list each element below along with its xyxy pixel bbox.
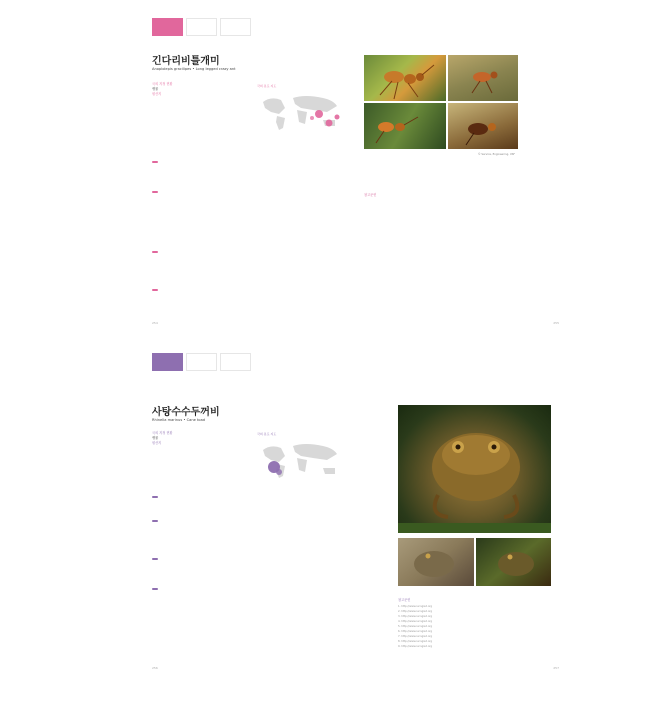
reference-item[interactable]: 7. http://www.iucngisd.org	[398, 634, 433, 638]
distribution-map	[257, 440, 345, 482]
references-title: 참고문헌	[398, 598, 411, 602]
ant-graphic	[364, 103, 446, 149]
ant-graphic	[364, 55, 446, 101]
reference-item[interactable]: 4. http://www.iucngisd.org	[398, 619, 433, 623]
meta-line: 국외 지정 현황	[152, 431, 173, 435]
tab-1	[152, 18, 183, 36]
map-label: 국외 분포 지도	[257, 84, 277, 88]
ant-graphic	[448, 55, 518, 101]
section-heading	[152, 161, 158, 163]
page-right	[356, 0, 579, 335]
meta-line: 생물	[152, 436, 159, 440]
reference-item[interactable]: 6. http://www.iucngisd.org	[398, 629, 433, 633]
section-heading	[152, 496, 158, 498]
page-number: 256	[152, 666, 158, 670]
tab-strip	[152, 353, 251, 371]
section-heading	[152, 251, 158, 253]
map-label: 국외 분포 지도	[257, 432, 277, 436]
page-number: 255	[553, 321, 559, 325]
section-3	[152, 240, 338, 259]
ant-photo-top-right	[448, 55, 518, 101]
tab-3	[220, 18, 251, 36]
section-4	[152, 278, 338, 297]
reference-item[interactable]: 9. http://www.iucngisd.org	[398, 644, 433, 648]
section-heading	[152, 520, 158, 522]
section-3	[152, 547, 338, 566]
species-meta	[152, 82, 173, 97]
section-1	[152, 150, 338, 169]
toad-graphic	[398, 538, 474, 586]
page-left	[132, 0, 356, 335]
ant-photo-large	[364, 55, 446, 101]
world-map-graphic	[257, 92, 345, 134]
ant-photo-bottom-right	[448, 103, 518, 149]
tab-2	[186, 18, 217, 36]
meta-line: 생물	[152, 87, 159, 91]
meta-line: 국외 지정 현황	[152, 82, 173, 86]
section-heading	[152, 289, 158, 291]
tab-3	[220, 353, 251, 371]
meta-line: 원산지	[152, 441, 162, 445]
distribution-map	[257, 92, 345, 134]
page-number: 257	[553, 666, 559, 670]
section-2	[152, 180, 338, 199]
section-heading	[152, 558, 158, 560]
section-1	[152, 485, 338, 504]
species-title: 긴다리비틀개미	[152, 56, 220, 67]
page-left	[132, 335, 356, 680]
toad-photo-large	[398, 405, 551, 533]
world-map-graphic	[257, 440, 345, 482]
spread-ant	[132, 0, 579, 335]
photo-caption: © Service, Engineering, USF	[478, 153, 515, 156]
section-4	[152, 577, 338, 596]
references-title: 참고문헌	[364, 193, 377, 197]
species-subtitle: Anoplolepis gracilipes • Long legged crazy ant	[152, 67, 236, 71]
reference-item[interactable]: 5. http://www.iucngisd.org	[398, 624, 433, 628]
species-meta	[152, 431, 173, 446]
species-title: 사탕수수두꺼비	[152, 407, 220, 418]
toad-photo-bottom-left	[398, 538, 474, 586]
meta-line: 원산지	[152, 92, 162, 96]
page-right	[356, 335, 579, 680]
species-subtitle: Rhinella marinus • Cane toad	[152, 418, 206, 422]
tab-strip	[152, 18, 251, 36]
tab-1	[152, 353, 183, 371]
section-2	[152, 509, 338, 528]
ant-photo-bottom-left	[364, 103, 446, 149]
toad-graphic	[398, 405, 551, 533]
ant-graphic	[448, 103, 518, 149]
references-list	[398, 605, 551, 650]
reference-item[interactable]: 1. http://www.iucngisd.org	[398, 605, 433, 608]
section-heading	[152, 588, 158, 590]
toad-photo-bottom-right	[476, 538, 551, 586]
spread-toad	[132, 335, 579, 680]
reference-item[interactable]: 8. http://www.iucngisd.org	[398, 639, 433, 643]
reference-item[interactable]: 2. http://www.iucngisd.org	[398, 609, 433, 613]
tab-2	[186, 353, 217, 371]
page-number: 254	[152, 321, 158, 325]
reference-item[interactable]: 3. http://www.iucngisd.org	[398, 614, 433, 618]
toad-graphic	[476, 538, 551, 586]
section-heading	[152, 191, 158, 193]
